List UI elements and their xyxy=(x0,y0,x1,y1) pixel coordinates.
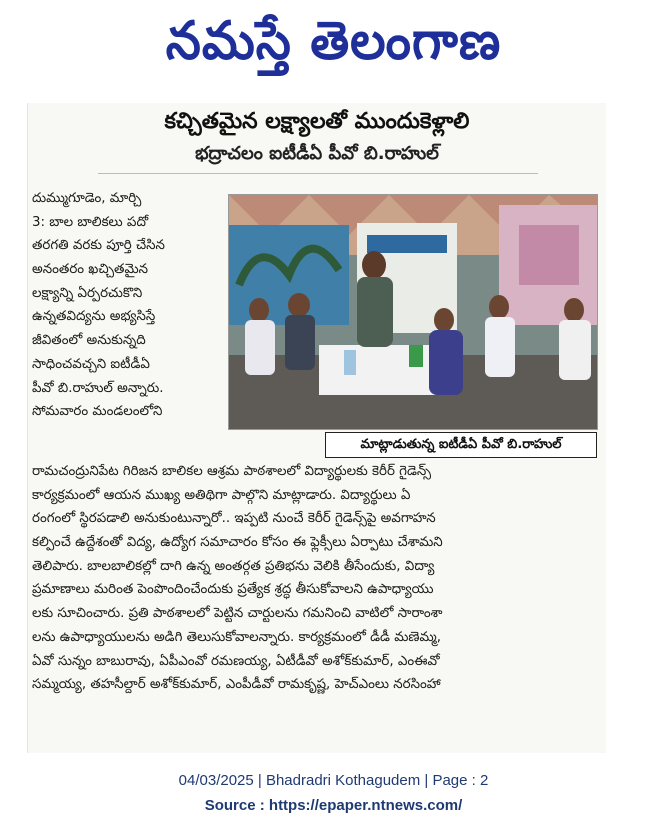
photo-caption: మాట్లాడుతున్న ఐటీడీఏ పీవో బి.రాహుల్ xyxy=(325,432,597,458)
article-column-text xyxy=(32,187,222,424)
text-line: లక్ష్యాన్ని ఏర్పరచుకొని xyxy=(32,285,143,301)
text-line: సమ్మయ్య, తహసీల్దార్ అశోక్‌కుమార్, ఎంపీడీవో రామకృష్ణ, హెచ్‌ఎంలు నరసింహా xyxy=(32,677,441,693)
text-line: సాధించవచ్చని ఐటీడీఏ xyxy=(32,356,150,372)
footer-source: Source : https://epaper.ntnews.com/ xyxy=(204,797,463,814)
footer-meta: 04/03/2025 | Bhadradri Kothagudem | Page : 2 xyxy=(178,772,489,789)
text-line: 3: బాల బాలికలు పదో xyxy=(32,214,149,230)
text-line: అనంతరం ఖచ్చితమైన xyxy=(32,262,149,278)
text-line: పీవో బి.రాహుల్ అన్నారు. xyxy=(32,380,164,396)
text-line: సోమవారం మండలంలోని xyxy=(32,404,163,420)
text-line: ఉన్నతవిద్యను అభ్యసిస్తే xyxy=(32,309,156,325)
text-line: ఏవో సున్నం బాబురావు, ఏపీఎంవో రమణయ్య, ఏటీడీవో అశోక్‌కుమార్, ఎంఈవో xyxy=(32,653,440,669)
headline-divider xyxy=(98,173,538,174)
article-photo xyxy=(228,194,598,430)
text-line: కార్యక్రమంలో ఆయన ముఖ్య అతిథిగా పాల్గొని మాట్లాడారు. విద్యార్థులు ఏ xyxy=(32,487,411,503)
text-line: లను ఉపాధ్యాయులను అడిగి తెలుసుకోవాలన్నారు. కార్యక్రమంలో డీడీ మణెమ్మ, xyxy=(32,629,442,645)
text-line: తెలిపారు. బాలబాలికల్లో దాగి ఉన్న అంతర్గత ప్రతిభను వెలికి తీసేందుకు, విద్యా xyxy=(32,558,435,574)
text-line: జీవితంలో అనుకున్నది xyxy=(32,333,146,349)
text-line: రంగంలో స్థిరపడాలి అనుకుంటున్నారో.. ఇప్పటి నుంచే కెరీర్ గైడెన్స్‌పై అవగాహన xyxy=(32,511,436,527)
text-line: ప్రమాణాలు మరింత పెంపొందించేందుకు ప్రత్యేక శ్రద్ధ తీసుకోవాలని ఉపాధ్యాయు xyxy=(32,582,434,598)
article-body-text xyxy=(32,460,604,697)
text-line: రామచంద్రునిపేట గిరిజన బాలికల ఆశ్రమ పాఠశాలలో విద్యార్థులకు కెరీర్ గైడెన్స్ xyxy=(32,464,432,479)
newspaper-clipping xyxy=(27,103,606,753)
text-line: తరగతి వరకు పూర్తి చేసిన xyxy=(32,238,165,254)
article-headline: కచ్చితమైన లక్ష్యాలతో ముందుకెళ్లాలి xyxy=(164,109,470,134)
article-subheadline: భద్రాచలం ఐటీడీఏ పీవో బి.రాహుల్ xyxy=(195,143,439,164)
text-line: దుమ్ముగూడెం, మార్చి xyxy=(32,191,142,206)
text-line: లకు సూచించారు. ప్రతి పాఠశాలలో పెట్టిన చార్టులను గమనించి వాటిలో సారాంశా xyxy=(32,606,443,622)
masthead xyxy=(0,0,667,95)
masthead-title: నమస్తే తెలంగాణ xyxy=(165,10,502,72)
text-line: కల్పించే ఉద్దేశంతో విద్య, ఉద్యోగ సమాచారం కోసం ఈ ఫ్లెక్సీలు ఏర్పాటు చేశామని xyxy=(32,535,443,551)
